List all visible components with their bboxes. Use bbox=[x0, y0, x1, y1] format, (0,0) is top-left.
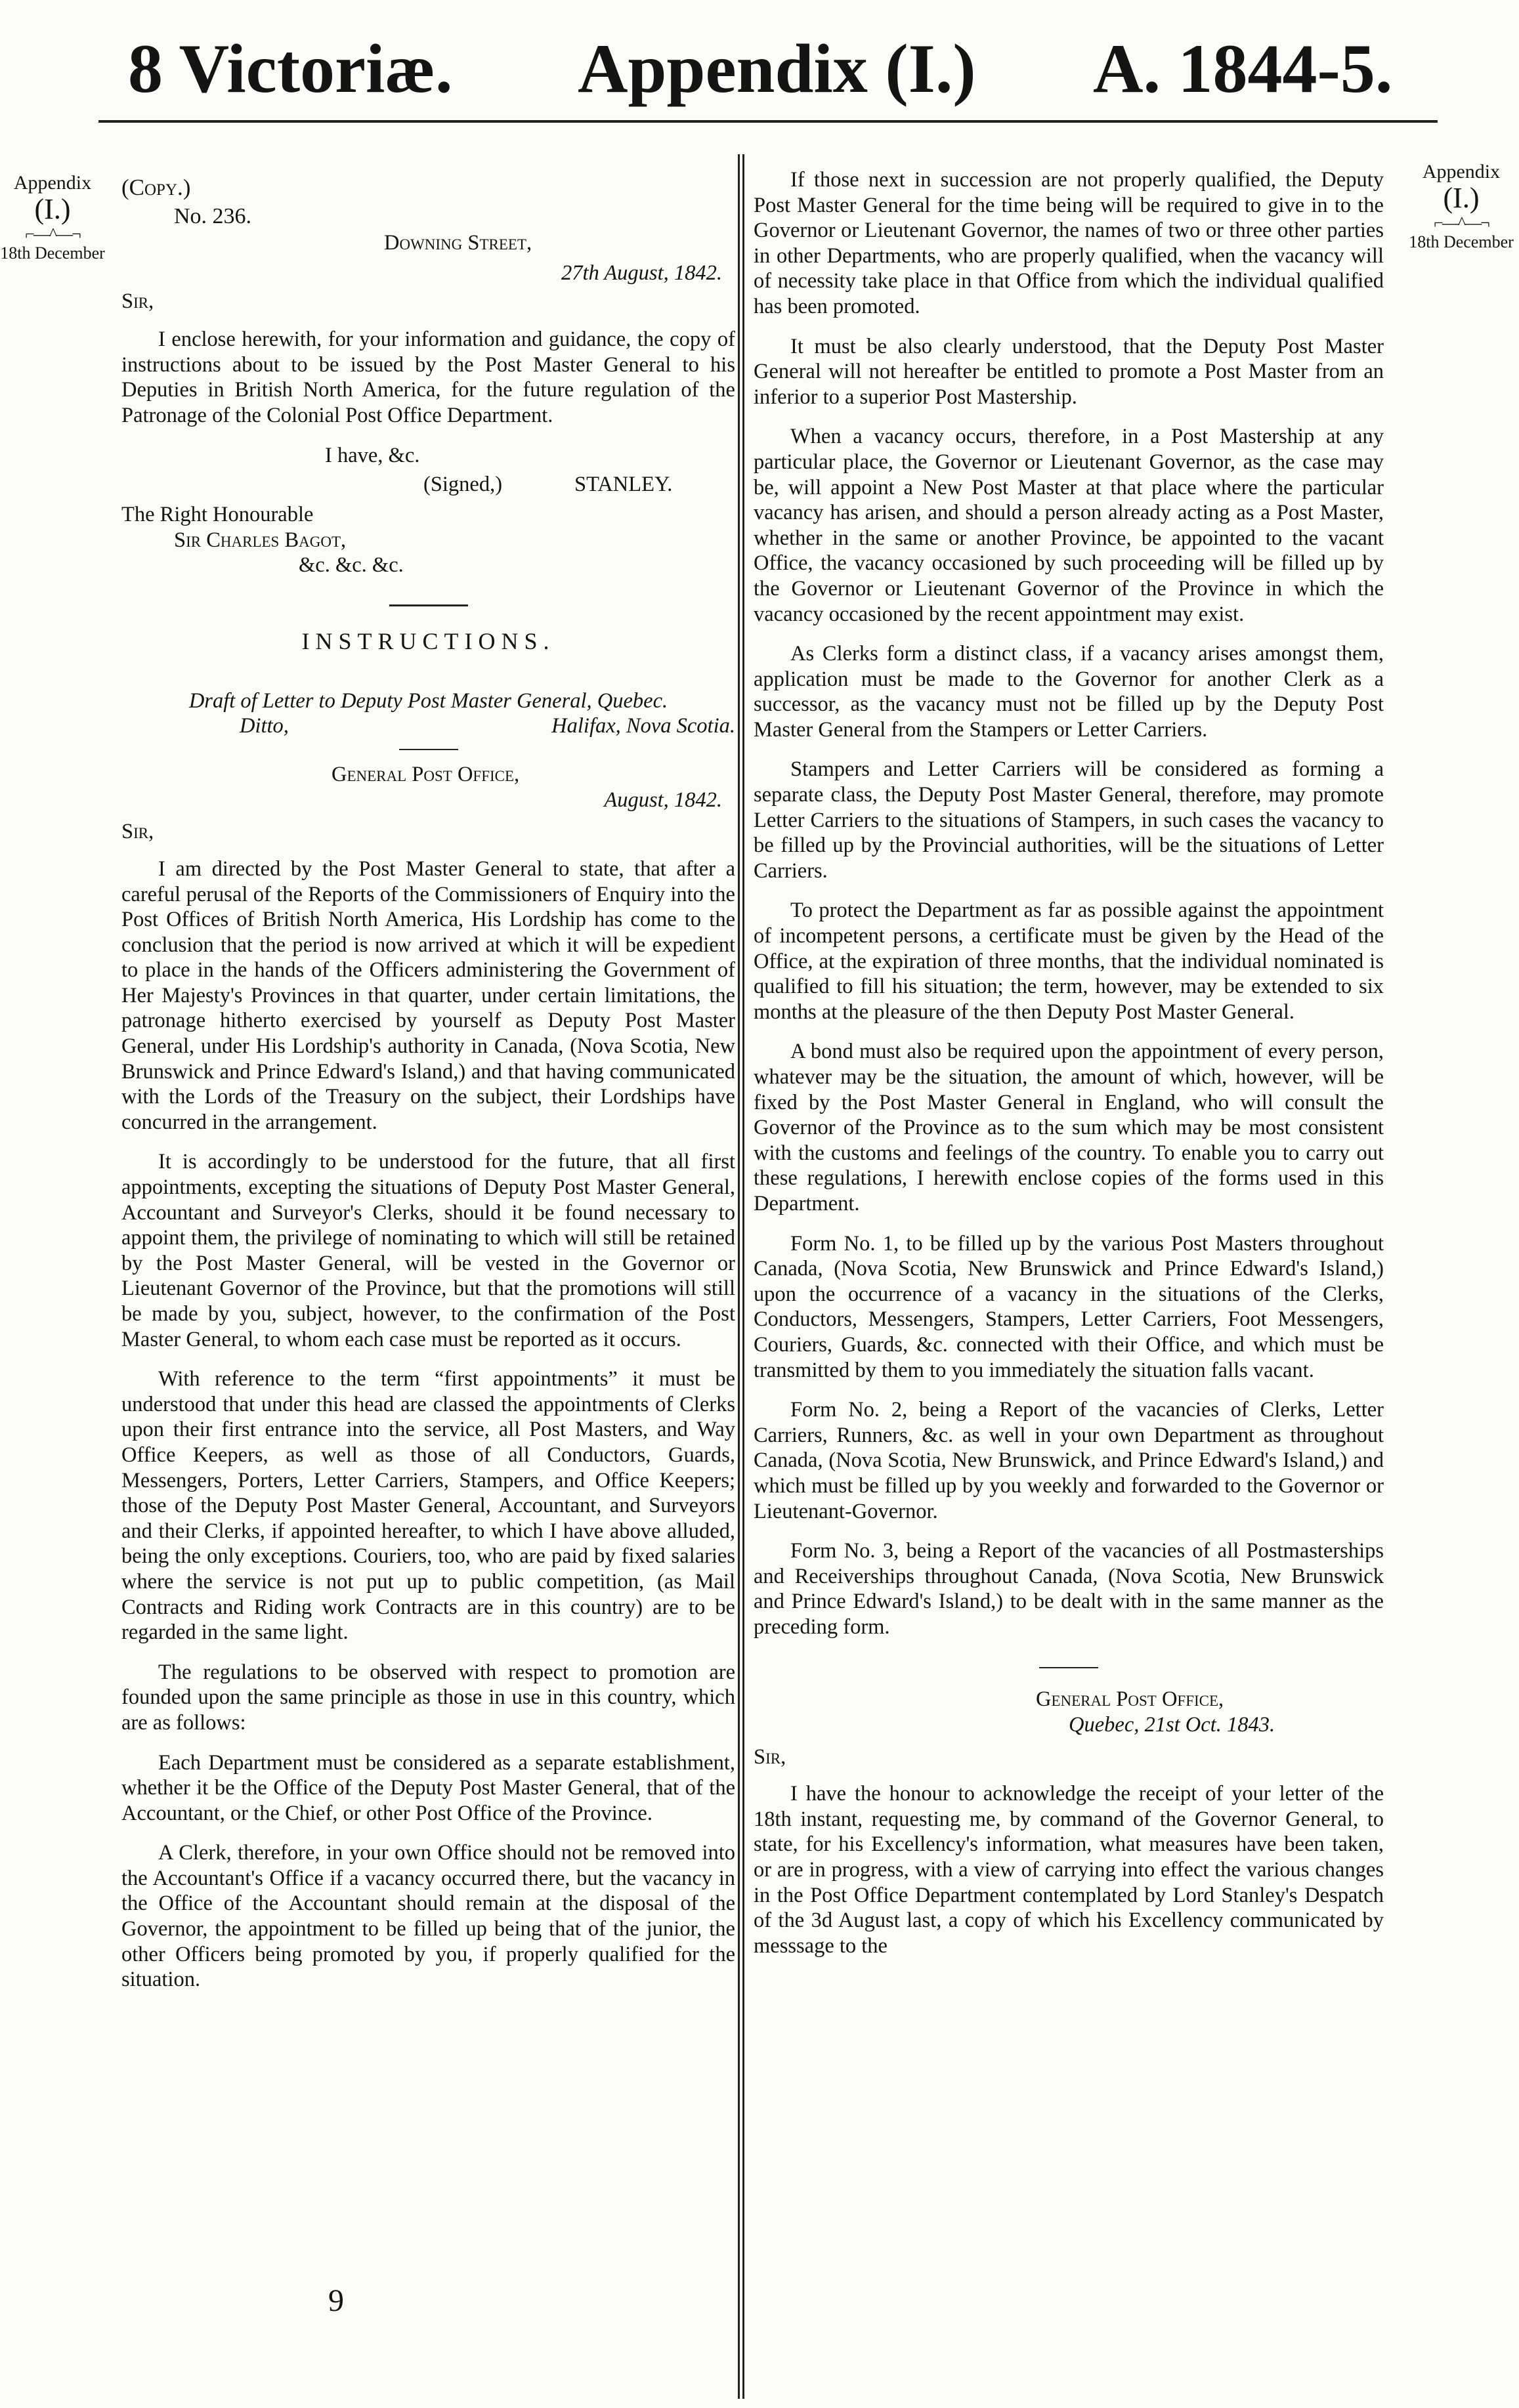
page-header bbox=[0, 23, 1519, 121]
right-gpo-line: General Post Office, bbox=[1036, 1687, 1224, 1712]
gpo-line: General Post Office, bbox=[332, 763, 520, 787]
right-final-paragraph: I have the honour to acknowledge the receipt of your letter of the 18th instant, requesting me, by command of the Governor General, to state, for his Excellency's information, what measures have been taken, or are in progress, with a view of carrying into effect the various changes in the Post Office Department contemplated by Lord Stanley's Despatch of the 3d August last, a copy of which his Excellency communicated by messsage to the bbox=[754, 1782, 1384, 1958]
signature-line bbox=[121, 468, 735, 498]
column-divider bbox=[738, 154, 744, 2399]
header-session: 8 Victoriæ. bbox=[128, 30, 453, 107]
right-paragraph-2: It must be also clearly understood, that the Deputy Post Master General will not hereafter be entitled to promote a Post Master from an inferior to a superior Post Mastership. bbox=[754, 334, 1384, 409]
right-paragraph-3: When a vacancy occurs, therefore, in a Post Mastership at any particular place, the Governor or Lieutenant Governor, as the case may be, will appoint a New Post Master at that place where the particular vacancy has arisen, and should a person already acting as a Post Master, whether in the same or another Province, be appointed to the vacant Office, the vacancy occasioned by such proceeding will be filled up by the Governor or Lieutenant Governor of the Province in which the vacancy occasioned by the recent appointment may exist. bbox=[754, 425, 1384, 626]
margin-right-number: (I.) bbox=[1443, 182, 1480, 214]
section-rule bbox=[389, 604, 468, 606]
address-street: Downing Street, bbox=[384, 231, 532, 255]
salutation: Sir, bbox=[121, 289, 154, 313]
margin-note-left bbox=[0, 172, 105, 263]
draft-halifax: Halifax, Nova Scotia. bbox=[551, 714, 735, 738]
margin-right-date: 18th December bbox=[1409, 232, 1514, 251]
address-date: 27th August, 1842. bbox=[561, 261, 722, 285]
right-gpo-date: Quebec, 21st Oct. 1843. bbox=[1069, 1713, 1275, 1737]
right-paragraph-5: Stampers and Letter Carriers will be considered as forming a separate class, the Deputy Post Master General, therefore, may promote Letter Carriers to the situations of Stampers, in such cases the vacancy to be filled up by the Provincial authorities, will be the situations of Letter Carriers. bbox=[754, 757, 1384, 883]
paragraph-5: Each Department must be considered as a separate establishment, whether it be the Office of the Deputy Post Master General, that of the Accountant, or the Chief, or other Post Office of the Province. bbox=[121, 1750, 735, 1825]
recipient-line-2: Sir Charles Bagot, bbox=[174, 528, 347, 552]
recipient-line-1: The Right Honourable bbox=[121, 503, 314, 527]
page-number: 9 bbox=[328, 2283, 344, 2318]
right-paragraph-7: A bond must also be required upon the appointment of every person, whatever may be the situation, the amount of which, however, will be fixed by the Post Master General in England, who will consult the Governor of the Province as to the sum which may be most consistent with the customs and feelings of the country. To enable you to carry out these regulations, I herewith enclose copies of the forms used in this Department. bbox=[754, 1040, 1384, 1215]
gpo-date: August, 1842. bbox=[604, 788, 722, 812]
header-appendix: Appendix (I.) bbox=[578, 30, 976, 107]
right-salutation: Sir, bbox=[754, 1744, 786, 1769]
header-year: A. 1844-5. bbox=[1093, 30, 1393, 107]
right-paragraph-6: To protect the Department as far as possible against the appointment of incompetent persons, a certificate must be given by the Head of the Office, at the expiration of three months, that the individual nominated is qualified to fill his situation; the term, however, may be extended to six months at the pleasure of the then Deputy Post Master General. bbox=[754, 898, 1384, 1024]
paragraph-1: I am directed by the Post Master General to state, that after a careful perusal of the Reports of the Commissioners of Enquiry into the Post Offices of British North America, His Lordship has come to the conclusion that the period is now arrived at which it will be expedient to place in the hands of the Officers administering the Government of Her Majesty's Provinces in that quarter, under certain limitations, the patronage hitherto exercised by yourself as Deputy Post Master General, under His Lordship's authority in Canada, (Nova Scotia, New Brunswick and Prince Edward's Island,) and that having communicated with the Lords of the Treasury on the subject, their Lordships have concurred in the arrangement. bbox=[121, 856, 735, 1134]
paragraph-3: With reference to the term “first appointments” it must be understood that under this head are classed the appointments of Clerks upon their first entrance into the service, all Post Masters, and Way Office Keepers, as well as those of all Conductors, Guards, Messengers, Porters, Letter Carriers, Stampers, and Office Keepers; those of the Deputy Post Master General, Accountant, and Surveyors and their Clerks, if appointed hereafter, to which I have above alluded, being the only exceptions. Couriers, too, who are paid by fixed salaries where the service is not put up to public competition, (as Mail Contracts and Riding work Contracts are in this country) are to be regarded in the same light. bbox=[121, 1367, 735, 1645]
draft-ditto: Ditto, bbox=[240, 714, 289, 738]
salutation-2: Sir, bbox=[121, 820, 154, 844]
copy-label: (Copy.) bbox=[121, 175, 191, 200]
margin-left-brace: ⌐—^—¬ bbox=[25, 224, 80, 244]
draft-line-1: Draft of Letter to Deputy Post Master General, Quebec. bbox=[188, 688, 668, 713]
right-paragraph-9: Form No. 2, being a Report of the vacancies of Clerks, Letter Carriers, Runners, &c. as well in your own Department as throughout Canada, (Nova Scotia, New Brunswick, and Prince Edward's Island,) and which must be filled up by you weekly and forwarded to the Governor or Lieutenant-Governor. bbox=[754, 1398, 1384, 1523]
signed-label: (Signed,) bbox=[423, 473, 503, 497]
draft-line-2 bbox=[121, 713, 735, 740]
left-column bbox=[121, 167, 735, 2007]
margin-left-label: Appendix bbox=[13, 172, 92, 194]
right-section-rule bbox=[1039, 1667, 1098, 1668]
right-paragraph-8: Form No. 1, to be filled up by the various Post Masters throughout Canada, (Nova Scotia, New Brunswick and Prince Edward's Island,) upon the occurrence of a vacancy in the situations of the Clerks, Conductors, Messengers, Stampers, Letter Carriers, Foot Messengers, Couriers, Guards, &c. connected with their Office, and which must be transmitted by them to you immediately the situation falls vacant. bbox=[754, 1231, 1384, 1382]
instructions-heading: INSTRUCTIONS. bbox=[301, 627, 555, 654]
margin-left-number: (I.) bbox=[34, 193, 71, 225]
closing: I have, &c. bbox=[325, 443, 420, 467]
paragraph-6: A Clerk, therefore, in your own Office should not be removed into the Accountant's Office if a vacancy occurred there, but the vacancy in the Office of the Accountant should remain at the disposal of the Governor, the appointment to be filled up being that of the junior, the other Officers being promoted by you, if properly qualified for the situation. bbox=[121, 1841, 735, 1992]
header-rule bbox=[98, 120, 1438, 123]
signer-name: STANLEY. bbox=[574, 473, 673, 497]
copy-block bbox=[121, 167, 735, 266]
right-paragraph-4: As Clerks form a distinct class, if a vacancy arises amongst them, application must be made to the Governor for another Clerk as a successor, as the vacancy must not be filled up by the Deputy Post Master General from the Stampers or Letter Carriers. bbox=[754, 642, 1384, 742]
margin-right-brace: ⌐—^—¬ bbox=[1434, 213, 1489, 233]
right-paragraph-1: If those next in succession are not properly qualified, the Deputy Post Master General for the time being will be required to give in to the Governor or Lieutenant Governor, the names of two or three other parties in other Departments, who are properly qualified, when the vacancy will of necessity take place in that Office from which the individual qualified has been promoted. bbox=[754, 168, 1384, 318]
margin-right-label: Appendix bbox=[1422, 161, 1501, 182]
copy-number: No. 236. bbox=[174, 204, 252, 228]
paragraph-4: The regulations to be observed with respect to promotion are founded upon the same principle as those in use in this country, which are as follows: bbox=[121, 1660, 735, 1735]
letter-body: I enclose herewith, for your information and guidance, the copy of instructions about to be issued by the Post Master General to his Deputies in British North America, for the future regulation of the Patronage of the Colonial Post Office Department. bbox=[121, 327, 735, 427]
right-column bbox=[754, 167, 1384, 1973]
right-paragraph-10: Form No. 3, being a Report of the vacancies of all Postmasterships and Receiverships throughout Canada, (Nova Scotia, New Brunswick and Prince Edward's Island,) to be dealt with in the same manner as the preceding form. bbox=[754, 1539, 1384, 1639]
recipient-line-3: &c. &c. &c. bbox=[299, 553, 404, 578]
margin-left-date: 18th December bbox=[0, 243, 105, 263]
draft-rule bbox=[399, 749, 458, 750]
margin-note-right bbox=[1403, 161, 1519, 252]
paragraph-2: It is accordingly to be understood for the future, that all first appointments, excepting the situations of Deputy Post Master General, Accountant and Surveyor's Clerks, should it be found necessary to appoint them, the privilege of nominating to which will still be retained by the Post Master General, will be vested in the Governor or Lieutenant Governor of the Province, but that the promotions will still be made by you, subject, however, to the confirmation of the Post Master General, to whom each case must be reported as it occurs. bbox=[121, 1150, 735, 1351]
